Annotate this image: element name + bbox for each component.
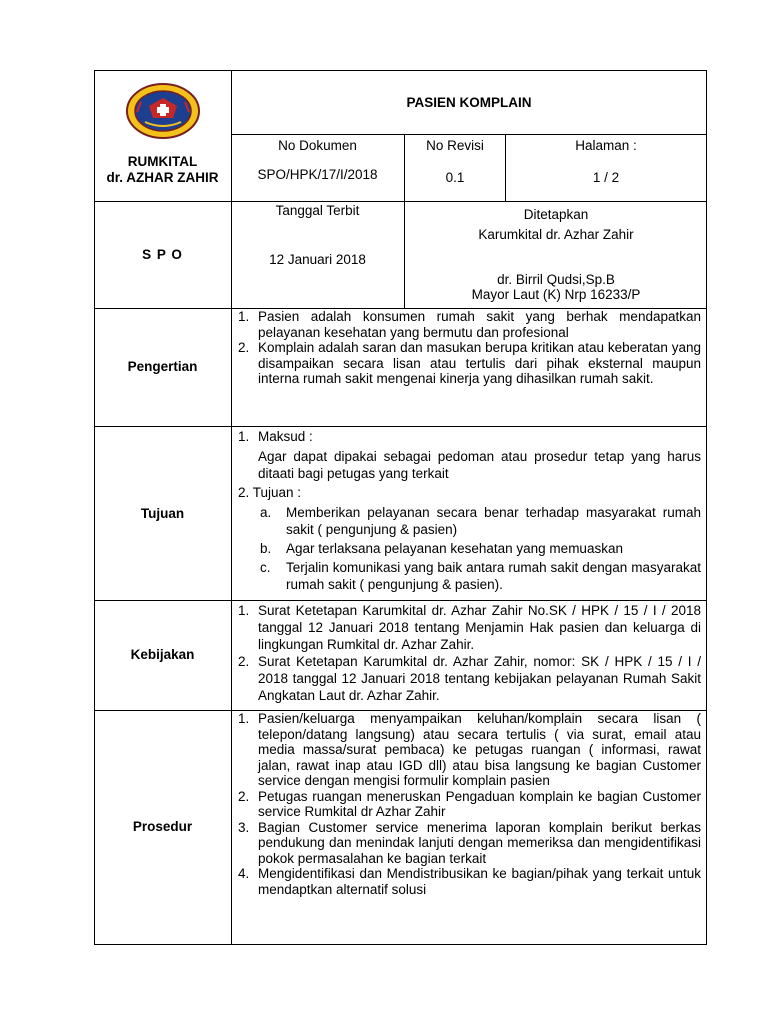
prosedur-label: Prosedur: [132, 819, 193, 834]
tanggal-terbit-label: Tanggal Terbit: [275, 203, 360, 218]
list-item: b. Agar terlaksana pelayanan kesehatan yang memuaskan: [260, 541, 623, 556]
no-dokumen-value: SPO/HPK/17/I/2018: [257, 167, 378, 182]
spo-document: [94, 70, 707, 945]
row-divider-spo: [94, 201, 707, 202]
org-line-1: RUMKITAL: [127, 154, 198, 169]
maksud-text: Agar dapat dipakai sebagai pedoman atau prosedur tetap yang harus ditaati bagi petugas yang terkait: [258, 449, 701, 481]
list-item: 2. Petugas ruangan meneruskan Pengaduan komplain ke bagian Customer service Rumkital dr Azhar Zahir: [238, 788, 701, 819]
list-item: 1. Surat Ketetapan Karumkital dr. Azhar Zahir No.SK / HPK / 15 / I / 2018 tanggal 12 Januari 2018 tentang Menjamin Hak pasien dan keluarga di lingkungan Rumkital dr. Azhar Zahir.: [238, 603, 701, 652]
list-item: 1. Pasien adalah konsumen rumah sakit yang berhak mendapatkan pelayanan kesehatan yang bermutu dan profesional: [238, 309, 701, 340]
halaman-value: 1 / 2: [592, 170, 620, 185]
row-divider-tujuan: [94, 426, 707, 427]
pengertian-label: Pengertian: [127, 359, 198, 374]
tanggal-terbit-value: 12 Januari 2018: [269, 252, 366, 267]
org-name: [94, 154, 231, 186]
table-border-bottom: [94, 944, 707, 945]
tujuan-title: 2. Tujuan :: [238, 485, 302, 500]
list-item: c. Terjalin komunikasi yang baik antara rumah sakit dengan masyarakat rumah sakit ( pengunjung & pasien).: [260, 560, 701, 592]
org-line-2: dr. AZHAR ZAHIR: [106, 170, 219, 185]
ditetapkan-label: Ditetapkan: [523, 207, 589, 222]
list-item: 3. Bagian Customer service menerima laporan komplain berikut berkas pendukung dan menindak lanjuti dengan memeriksa dan mengidentifikasi pokok permasalahan ke bagian terkait: [238, 819, 701, 866]
list-item: 4. Mengidentifikasi dan Mendistribusikan ke bagian/pihak yang terkait untuk mendaptkan alternatif solusi: [238, 866, 701, 897]
jabatan: Karumkital dr. Azhar Zahir: [478, 227, 634, 242]
kebijakan-label: Kebijakan: [130, 647, 195, 662]
list-item: 2. Komplain adalah saran dan masukan berupa kritikan atau keberatan yang disampaikan secara lisan atau tertulis dari pihak eksternal maupun interna rumah sakit mengenai kinerja yang dihasilkan rumah sakit.: [238, 340, 701, 386]
no-revisi-value: 0.1: [445, 170, 465, 185]
table-border-top: [94, 70, 707, 71]
halaman-label: Halaman :: [575, 138, 637, 153]
prosedur-content: [232, 711, 701, 897]
document-title: PASIEN KOMPLAIN: [406, 95, 532, 110]
list-item: 1. Maksud :: [238, 429, 313, 444]
row-divider-kebijakan: [94, 600, 707, 601]
title-divider: [231, 134, 707, 135]
list-item: a. Memberikan pelayanan secara benar terhadap masyarakat rumah sakit ( pengunjung & pasien): [260, 505, 701, 537]
tujuan-label: Tujuan: [140, 506, 185, 521]
kebijakan-content: [232, 602, 701, 704]
penandatangan-nama: dr. Birril Qudsi,Sp.B: [497, 272, 615, 287]
list-item: 1. Pasien/keluarga menyampaikan keluhan/komplain secara lisan ( telepon/datang langsung) atau secara tertulis ( via surat, email atau media massa/surat pembaca) ke petugas ruangan ( informasi, rawat jalan, rawat inap atau IGD dll) atau bisa langsung ke bagian Customer service dengan mengisi formulir komplain pasien: [238, 711, 701, 788]
no-revisi-label: No Revisi: [426, 138, 484, 153]
no-dokumen-label: No Dokumen: [278, 138, 357, 153]
spo-label: S P O: [142, 247, 183, 262]
pengertian-content: [232, 309, 701, 387]
penandatangan-pangkat: Mayor Laut (K) Nrp 16233/P: [471, 287, 641, 302]
list-item: 2. Surat Ketetapan Karumkital dr. Azhar Zahir, nomor: SK / HPK / 15 / I / 2018 tanggal 12 Januari 2018 tentang kebijakan pelayanan Rumah Sakit Angkatan Laut dr. Azhar Zahir.: [238, 654, 701, 703]
tujuan-content: [232, 428, 701, 593]
hospital-emblem-icon: [125, 82, 201, 140]
